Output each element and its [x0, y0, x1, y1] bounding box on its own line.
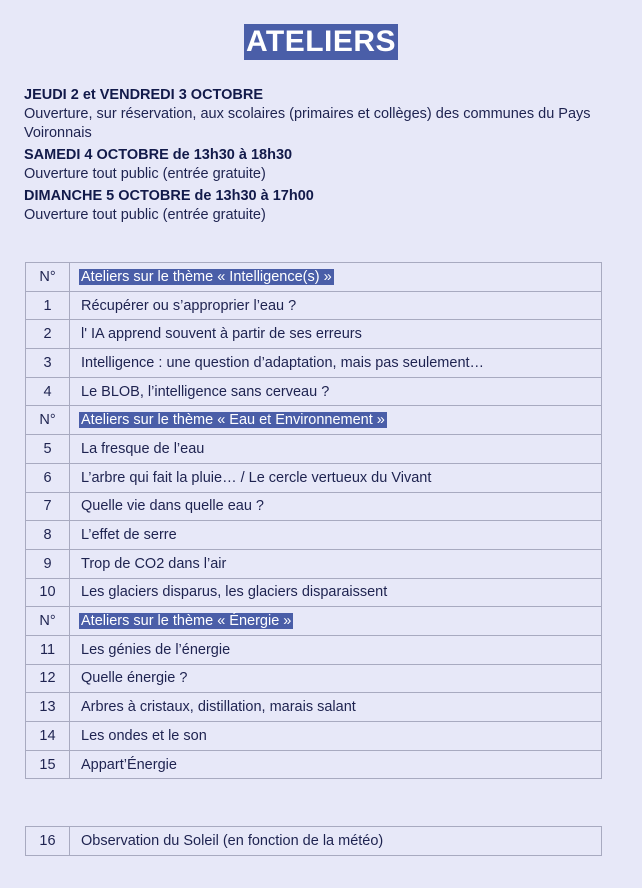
row-number: 11	[26, 635, 70, 664]
row-number: 2	[26, 320, 70, 349]
row-label: Arbres à cristaux, distillation, marais salant	[70, 693, 602, 722]
table-row	[26, 291, 602, 320]
table-row	[26, 463, 602, 492]
row-label: Les génies de l’énergie	[70, 635, 602, 664]
row-label: l' IA apprend souvent à partir de ses erreurs	[70, 320, 602, 349]
table-row	[26, 549, 602, 578]
theme-title: Ateliers sur le thème « Énergie »	[81, 613, 292, 630]
theme-header-cell	[70, 406, 602, 435]
table-row	[26, 320, 602, 349]
row-number: 8	[26, 521, 70, 550]
row-number: 5	[26, 435, 70, 464]
theme-header-row	[26, 263, 602, 292]
theme-header-cell	[70, 607, 602, 636]
row-label: Quelle énergie ?	[70, 664, 602, 693]
row-label: Quelle vie dans quelle eau ?	[70, 492, 602, 521]
row-number: N°	[26, 406, 70, 435]
row-number: 10	[26, 578, 70, 607]
table-row	[26, 664, 602, 693]
row-label: Appart’Énergie	[70, 750, 602, 779]
workshops-table-body	[26, 263, 602, 779]
table-row	[26, 827, 602, 856]
schedule-desc-1: Ouverture, sur réservation, aux scolaires (primaires et collèges) des communes du Pays Voironnais	[24, 106, 591, 141]
row-number: 12	[26, 664, 70, 693]
row-number: 14	[26, 722, 70, 751]
table-row	[26, 492, 602, 521]
table-row	[26, 635, 602, 664]
row-number: 7	[26, 492, 70, 521]
table-row	[26, 722, 602, 751]
table-row	[26, 377, 602, 406]
row-number: N°	[26, 263, 70, 292]
theme-title: Ateliers sur le thème « Intelligence(s) »	[81, 268, 332, 285]
theme-header-cell	[70, 263, 602, 292]
schedule-day-2: SAMEDI 4 OCTOBRE de 13h30 à 18h30	[24, 147, 293, 163]
table-row	[26, 693, 602, 722]
table-row	[26, 435, 602, 464]
schedule-desc-3: Ouverture tout public (entrée gratuite)	[24, 207, 266, 223]
schedule-day-3: DIMANCHE 5 OCTOBRE de 13h30 à 17h00	[24, 188, 314, 204]
theme-header-row	[26, 607, 602, 636]
table-row	[26, 750, 602, 779]
row-number: 16	[26, 827, 70, 856]
row-label: Récupérer ou s’approprier l’eau ?	[70, 291, 602, 320]
row-label: Intelligence : une question d’adaptation, mais pas seulement…	[70, 349, 602, 378]
row-label: L’arbre qui fait la pluie… / Le cercle vertueux du Vivant	[70, 463, 602, 492]
schedule	[24, 86, 604, 228]
schedule-day-1: JEUDI 2 et VENDREDI 3 OCTOBRE	[24, 87, 264, 103]
table-row	[26, 578, 602, 607]
extra-workshop-table	[25, 826, 602, 856]
row-label: Le BLOB, l’intelligence sans cerveau ?	[70, 377, 602, 406]
workshops-table	[25, 262, 602, 779]
row-number: 3	[26, 349, 70, 378]
theme-title: Ateliers sur le thème « Eau et Environnement »	[81, 412, 385, 429]
row-label: Trop de CO2 dans l’air	[70, 549, 602, 578]
row-label: La fresque de l’eau	[70, 435, 602, 464]
row-number: 1	[26, 291, 70, 320]
theme-header-row	[26, 406, 602, 435]
row-number: 4	[26, 377, 70, 406]
title-wrapper	[0, 24, 642, 60]
row-label: L’effet de serre	[70, 521, 602, 550]
row-number: 13	[26, 693, 70, 722]
row-label: Les glaciers disparus, les glaciers disparaissent	[70, 578, 602, 607]
page-title: ATELIERS	[245, 25, 397, 58]
row-number: 15	[26, 750, 70, 779]
row-label: Observation du Soleil (en fonction de la météo)	[70, 827, 602, 856]
table-row	[26, 349, 602, 378]
schedule-desc-2: Ouverture tout public (entrée gratuite)	[24, 166, 266, 182]
row-label: Les ondes et le son	[70, 722, 602, 751]
row-number: N°	[26, 607, 70, 636]
row-number: 9	[26, 549, 70, 578]
row-number: 6	[26, 463, 70, 492]
table-row	[26, 521, 602, 550]
